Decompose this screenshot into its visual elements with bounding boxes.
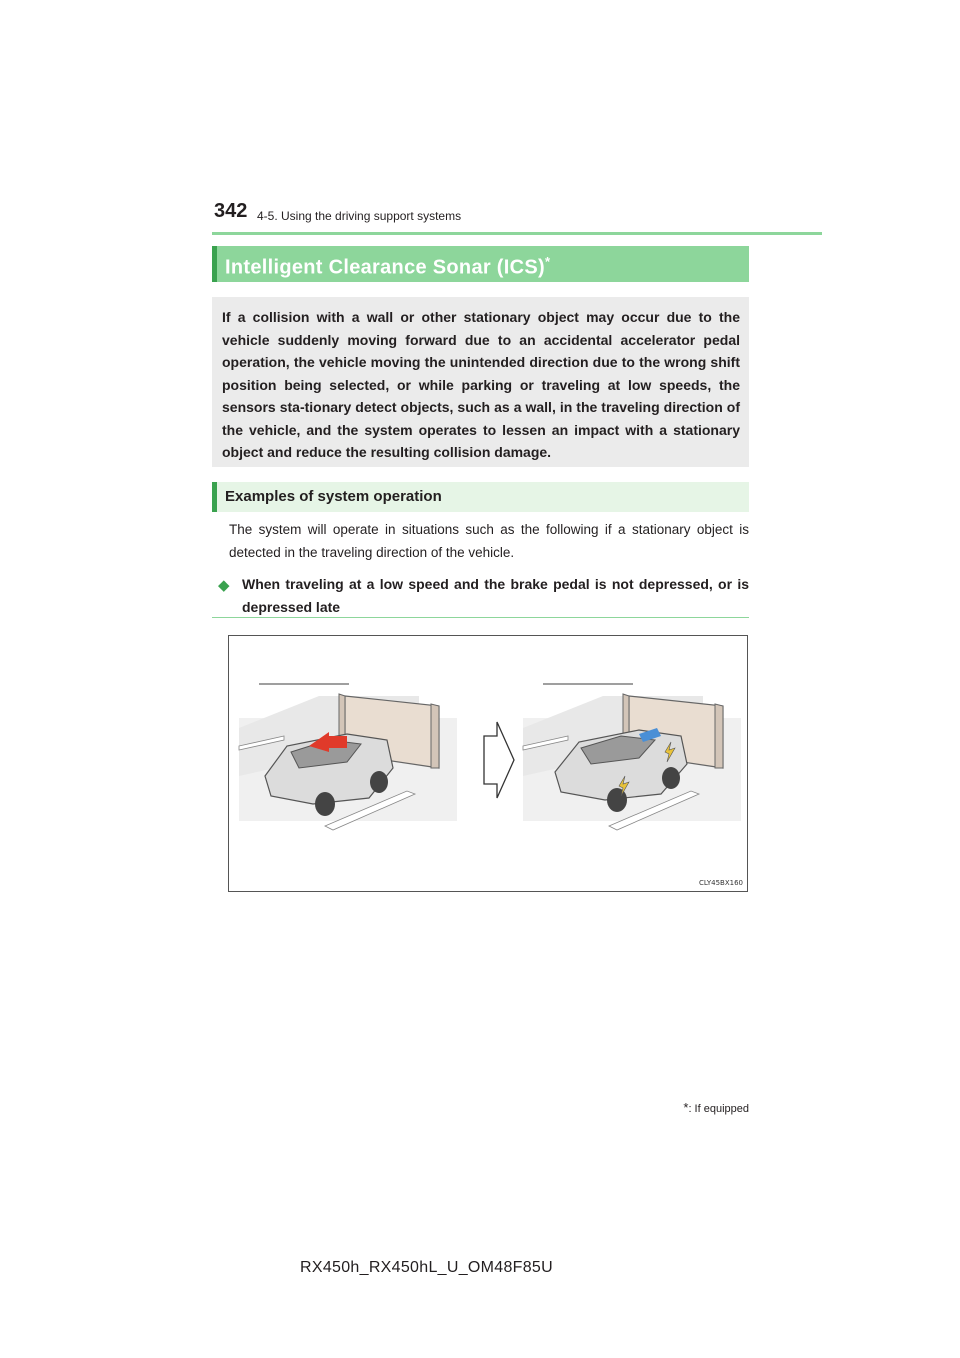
header-rule bbox=[212, 232, 822, 235]
subsection-title: Examples of system operation bbox=[225, 488, 442, 505]
page-title-text: Intelligent Clearance Sonar (ICS) bbox=[225, 256, 545, 279]
scene-before bbox=[239, 684, 457, 830]
footer-model-code: RX450h_RX450hL_U_OM48F85U bbox=[300, 1259, 553, 1276]
illustration-figure bbox=[228, 635, 748, 892]
intro-paragraph: If a collision with a wall or other stationary object may occur due to the vehicle suddenly moving forward due to an accidental accelerator pedal operation, the vehicle moving the unintended direction due to the wrong shift position being selected, or while parking or traveling at low speeds, the sensors sta-tionary detect objects, such as a wall, in the traveling direction of the vehicle, and the system operates to lessen an impact with a stationary object and reduce the resulting collision damage. bbox=[222, 309, 740, 460]
wall-post-right bbox=[431, 704, 439, 768]
illustration-svg bbox=[229, 636, 747, 891]
page-title bbox=[225, 254, 550, 280]
wall-post-right bbox=[715, 704, 723, 768]
diamond-bullet-icon: ◆ bbox=[218, 577, 230, 594]
subsection-accent bbox=[212, 482, 217, 512]
footnote-text: : If equipped bbox=[688, 1103, 749, 1115]
asterisk-icon: * bbox=[544, 254, 551, 269]
body-paragraph: The system will operate in situations such as the following if a stationary object is detected in the traveling direction of the vehicle. bbox=[229, 522, 749, 560]
bullet-heading: When traveling at a low speed and the brake pedal is not depressed, or is depressed late bbox=[242, 576, 749, 615]
asterisk-icon: * bbox=[683, 1100, 689, 1115]
car-wheel bbox=[315, 792, 335, 816]
page-number: 342 bbox=[214, 200, 248, 222]
transition-arrow-icon bbox=[484, 722, 514, 798]
bullet-rule bbox=[212, 617, 749, 618]
car-wheel bbox=[370, 771, 388, 793]
figure-code: CLY45BX160 bbox=[699, 879, 743, 887]
title-accent bbox=[212, 246, 217, 282]
scene-after bbox=[523, 684, 741, 830]
section-breadcrumb: 4-5. Using the driving support systems bbox=[257, 209, 462, 223]
footnote bbox=[683, 1100, 749, 1115]
car-wheel bbox=[662, 767, 680, 789]
car-wheel bbox=[607, 788, 627, 812]
